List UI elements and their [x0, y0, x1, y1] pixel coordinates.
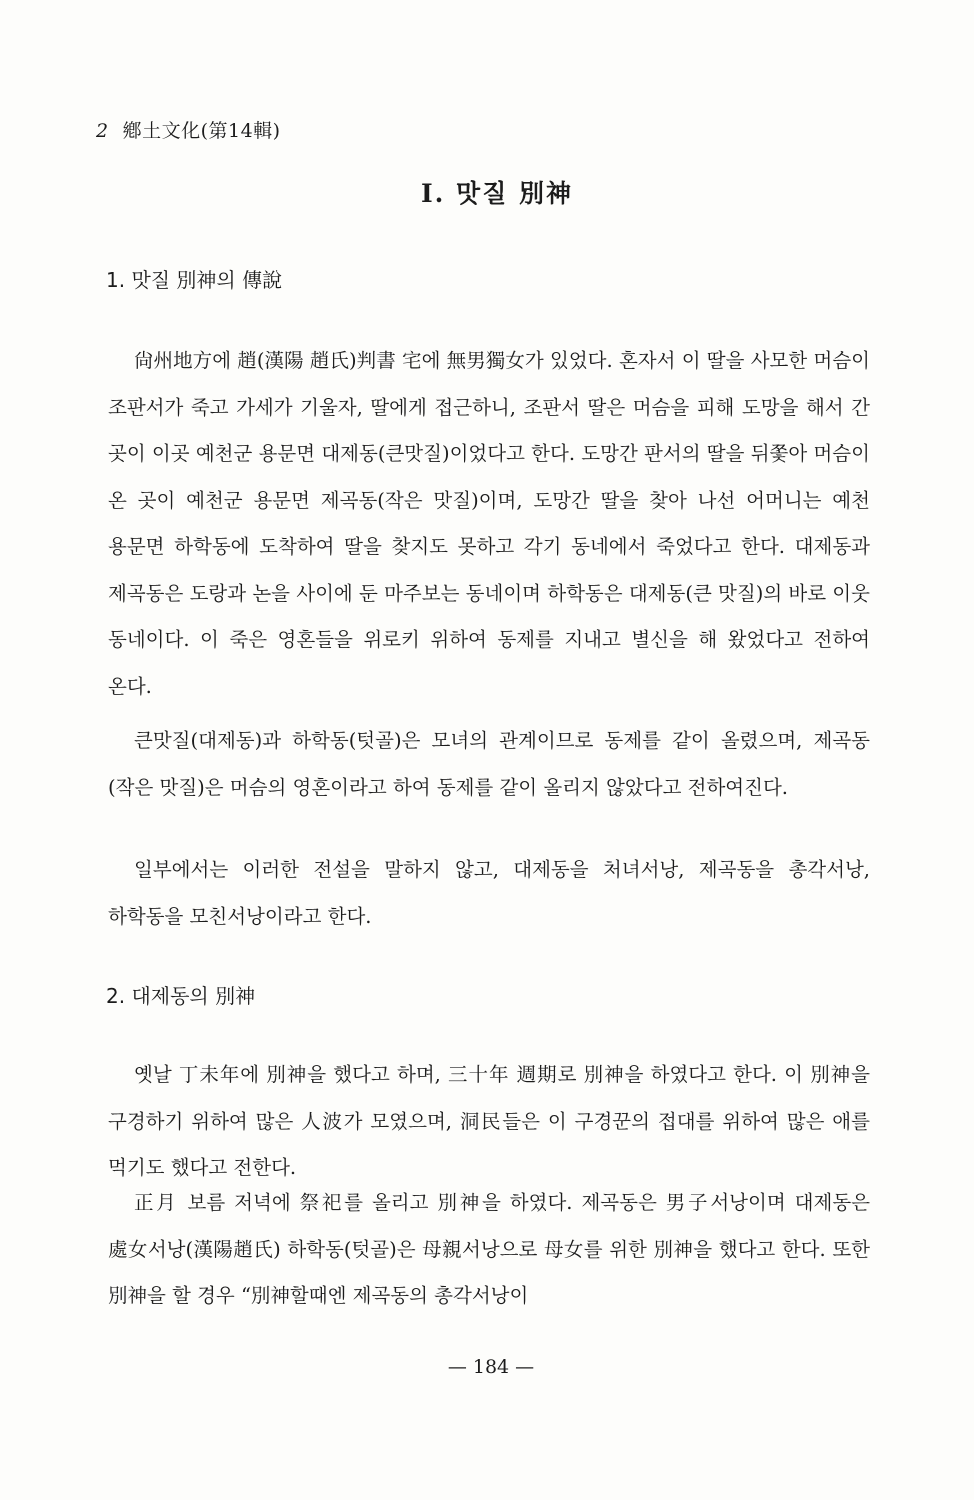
paragraph-legend-2: 큰맛질(대제동)과 하학동(텃골)은 모녀의 관계이므로 동제를 같이 올렸으며, 제곡동(작은 맛질)은 머슴의 영혼이라고 하여 동제를 같이 올리지 않았다고 전하여진다.	[108, 729, 870, 799]
page-number: — 184 —	[447, 1356, 535, 1378]
paragraph-legend-3: 일부에서는 이러한 전설을 말하지 않고, 대제동을 처녀서낭, 제곡동을 총각서낭, 하학동을 모친서낭이라고 한다.	[108, 858, 870, 928]
chapter-title: Ⅰ. 맛질 別神	[420, 179, 574, 208]
header-journal-title: 鄕土文化(第14輯)	[122, 120, 281, 142]
paragraph-daejedong-2: 正月 보름 저녁에 祭祀를 올리고 別神을 하였다. 제곡동은 男子서낭이며 대제동은 處女서낭(漢陽趙氏) 하학동(텃골)은 母親서낭으로 母女를 위한 別神을 했다고 한다. 또한 別神을 할 경우 “別神할때엔 제곡동의 총각서낭이	[108, 1191, 870, 1307]
section-heading-legend: 1. 맛질 別神의 傳說	[106, 268, 283, 292]
header-page-number: 2	[96, 120, 109, 142]
running-header	[96, 116, 281, 143]
paragraph-legend-1: 尙州地方에 趙(漢陽 趙氏)判書 宅에 無男獨女가 있었다. 혼자서 이 딸을 사모한 머슴이 조판서가 죽고 가세가 기울자, 딸에게 접근하니, 조판서 딸은 머슴을 피해 도망을 해서 간 곳이 이곳 예천군 용문면 대제동(큰맛질)이었다고 한다. 도망간 판서의 딸을 뒤쫓아 머슴이 온 곳이 예천군 용문면 제곡동(작은 맛질)이며, 도망간 딸을 찾아 나선 어머니는 예천 용문면 하학동에 도착하여 딸을 찾지도 못하고 각기 동네에서 죽었다고 한다. 대제동과 제곡동은 도랑과 논을 사이에 둔 마주보는 동네이며 하학동은 대제동(큰 맛질)의 바로 이웃 동네이다. 이 죽은 영혼들을 위로키 위하여 동제를 지내고 별신을 해 왔었다고 전하여 온다.	[108, 349, 870, 698]
section-heading-daejedong: 2. 대제동의 別神	[106, 984, 256, 1008]
paragraph-daejedong-1: 옛날 丁未年에 別神을 했다고 하며, 三十年 週期로 別神을 하였다고 한다. 이 別神을 구경하기 위하여 많은 人波가 모였으며, 洞民들은 이 구경꾼의 접대를 위하여 많은 애를 먹기도 했다고 전한다.	[108, 1063, 870, 1179]
